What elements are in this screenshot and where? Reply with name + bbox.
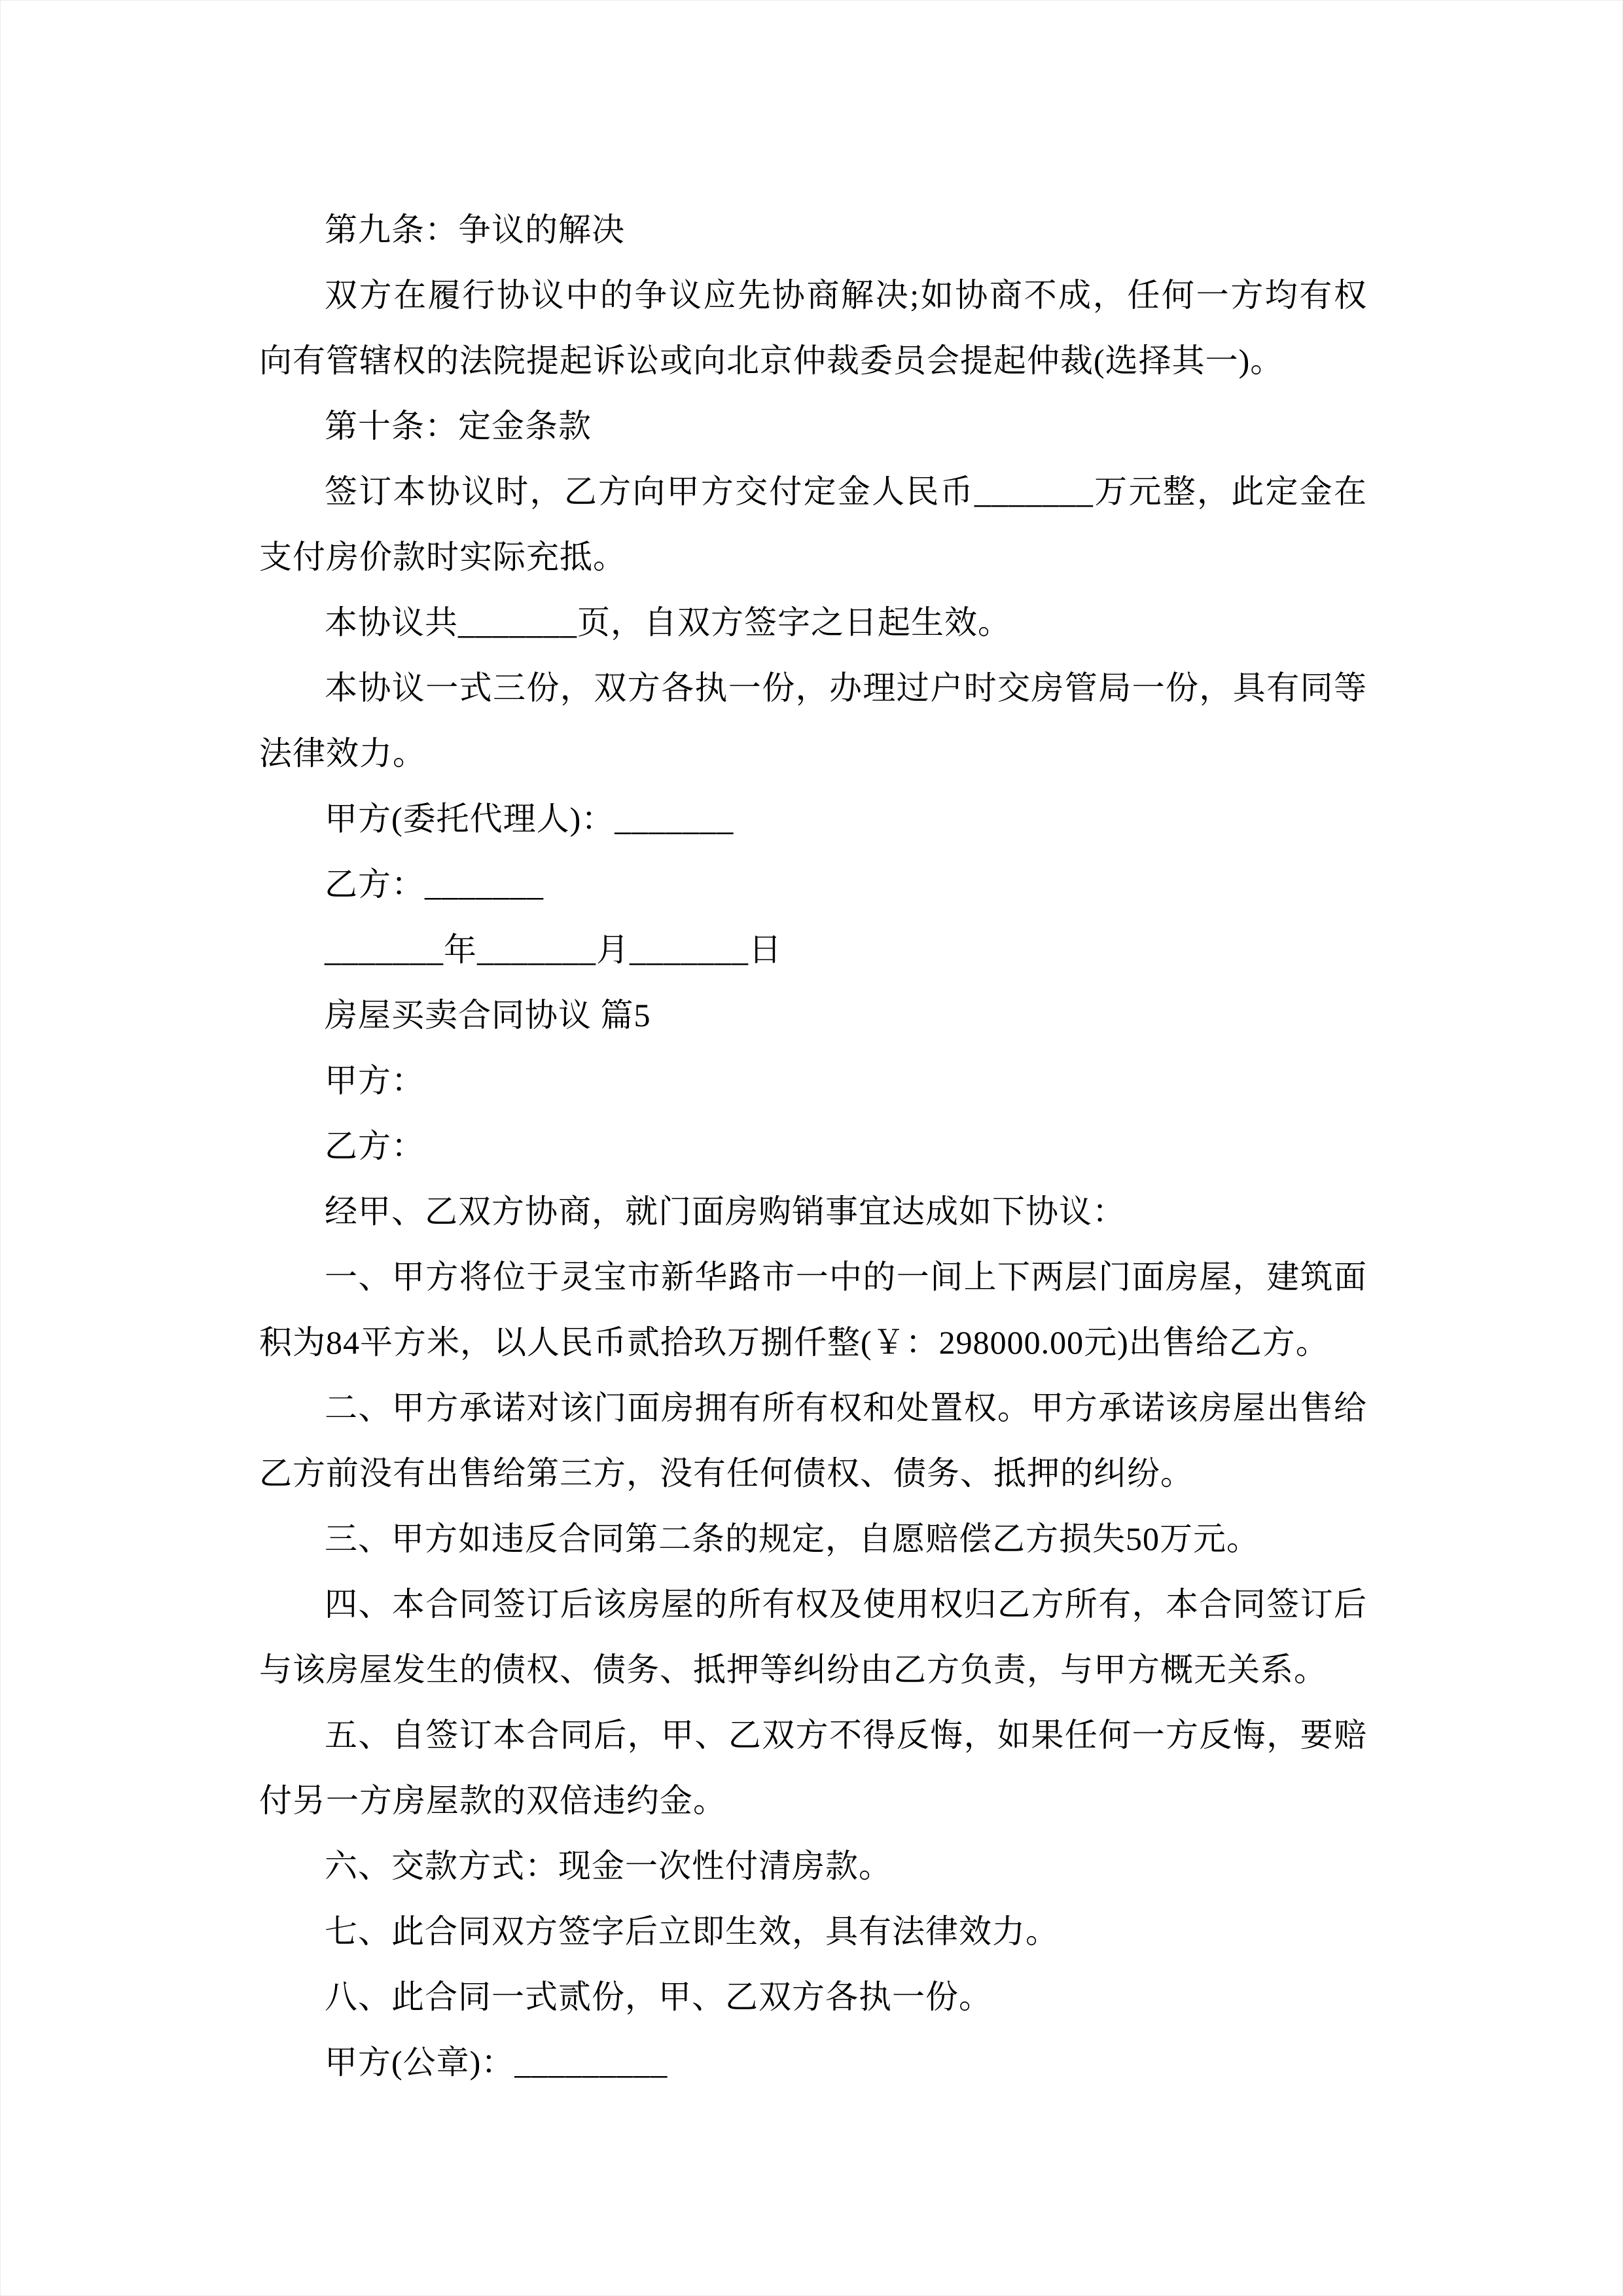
clause-9-heading: 第九条：争议的解决 — [325, 211, 625, 248]
pages-count-line: 本协议共_______页，自双方签字之日起生效。 — [325, 604, 1011, 641]
term-5-no-regret: 五、自签订本合同后，甲、乙双方不得反悔，如果任何一方反悔，要赔付另一方房屋款的双倍违约金。 — [259, 1717, 1367, 1819]
term-8-copies: 八、此合同一式贰份，甲、乙双方各执一份。 — [325, 1979, 992, 2015]
party-a-seal-line: 甲方(公章)：_________ — [325, 2044, 668, 2081]
term-7-effectiveness: 七、此合同双方签字后立即生效，具有法律效力。 — [325, 1913, 1059, 1950]
party-a-signature-line: 甲方(委托代理人)：_______ — [325, 800, 734, 837]
clause-9-body: 双方在履行协议中的争议应先协商解决;如协商不成，任何一方均有权向有管辖权的法院提起诉讼或向北京仲裁委员会提起仲裁(选择其一)。 — [259, 277, 1367, 379]
party-b-label: 乙方： — [325, 1128, 425, 1164]
term-6-payment: 六、交款方式：现金一次性付清房款。 — [325, 1848, 892, 1884]
term-4-rights-transfer: 四、本合同签订后该房屋的所有权及使用权归乙方所有，本合同签订后与该房屋发生的债权、债务、抵押等纠纷由乙方负责，与甲方概无关系。 — [259, 1586, 1367, 1688]
section-title-part-5: 房屋买卖合同协议 篇5 — [325, 997, 651, 1033]
copies-effect-line: 本协议一式三份，双方各执一份，办理过户时交房管局一份，具有同等法律效力。 — [259, 670, 1367, 772]
date-line: _______年_______月_______日 — [325, 931, 782, 968]
contract-text-body — [259, 197, 1367, 2095]
term-2-ownership: 二、甲方承诺对该门面房拥有所有权和处置权。甲方承诺该房屋出售给乙方前没有出售给第三方，没有任何债权、债务、抵押的纠纷。 — [259, 1390, 1367, 1492]
term-1-property: 一、甲方将位于灵宝市新华路市一中的一间上下两层门面房屋，建筑面积为84平方米，以人民币贰拾玖万捌仟整(￥：298000.00元)出售给乙方。 — [259, 1259, 1367, 1361]
term-3-penalty: 三、甲方如违反合同第二条的规定，自愿赔偿乙方损失50万元。 — [325, 1520, 1260, 1557]
preamble-line: 经甲、乙双方协商，就门面房购销事宜达成如下协议： — [325, 1193, 1126, 1230]
party-b-signature-line: 乙方：_______ — [325, 866, 544, 903]
clause-10-heading: 第十条：定金条款 — [325, 408, 592, 444]
party-a-label: 甲方： — [325, 1062, 425, 1099]
clause-10-body: 签订本协议时，乙方向甲方交付定金人民币_______万元整，此定金在支付房价款时实际充抵。 — [259, 473, 1367, 575]
